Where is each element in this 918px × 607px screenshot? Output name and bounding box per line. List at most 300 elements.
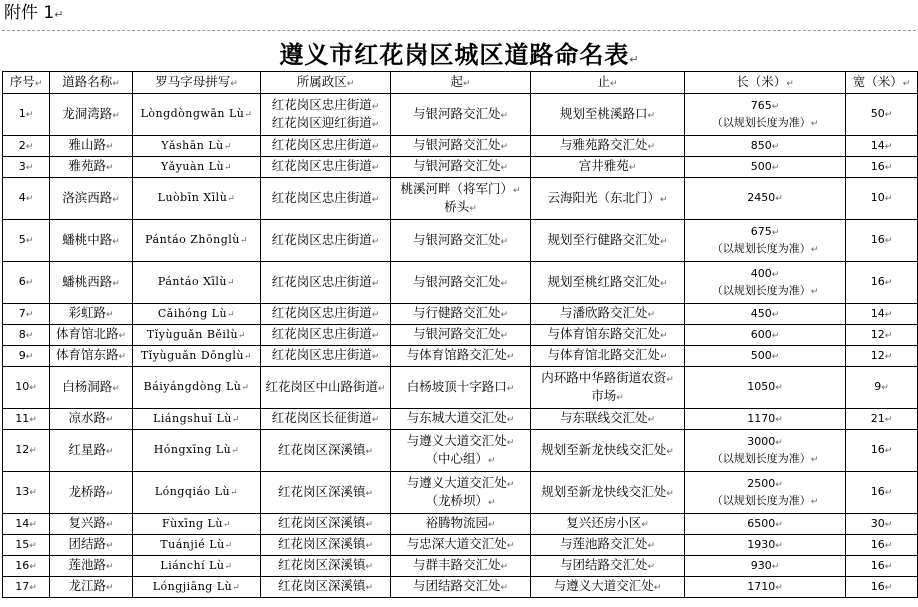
paragraph-mark-icon: ↵ xyxy=(659,278,668,289)
road-start-line: 与银河路交汇处 xyxy=(412,137,501,152)
paragraph-mark-icon: ↵ xyxy=(105,163,114,173)
road-length xyxy=(685,262,846,304)
table-row xyxy=(3,178,918,220)
paragraph-mark-icon: ↵ xyxy=(29,582,37,593)
road-length-line: 675 xyxy=(750,224,772,238)
paragraph-mark-icon: ↵ xyxy=(105,142,114,152)
column-header-pinyin: 罗马字母拼写↵ xyxy=(133,72,261,94)
paragraph-mark-icon: ↵ xyxy=(371,119,380,130)
paragraph-mark-icon: ↵ xyxy=(500,278,509,289)
road-district-line: 红花岗区忠庄街道 xyxy=(271,347,372,362)
road-district-line: 红花岗区深溪镇 xyxy=(277,557,366,572)
road-start-line: 与团结路交汇处 xyxy=(412,578,501,593)
table-row xyxy=(3,430,918,472)
paragraph-mark-icon: ↵ xyxy=(771,351,780,362)
table-header-row xyxy=(3,72,918,94)
road-name: 洛滨西路↵ xyxy=(50,178,133,220)
road-length xyxy=(685,136,846,157)
road-length-line: 3000 xyxy=(747,434,776,448)
road-district xyxy=(261,136,391,157)
paragraph-mark-icon: ↵ xyxy=(365,562,374,572)
paragraph-mark-icon: ↵ xyxy=(105,562,114,572)
road-name: 龙江路↵ xyxy=(50,577,133,598)
road-name: 龙洞湾路↵ xyxy=(50,94,133,136)
road-name: 复兴路↵ xyxy=(50,514,133,535)
road-length xyxy=(685,409,846,430)
road-district xyxy=(261,157,391,178)
road-district-line: 红花岗区忠庄街道 xyxy=(271,137,372,152)
road-length-line: 850 xyxy=(750,138,772,152)
road-end xyxy=(531,577,685,598)
table-row xyxy=(3,220,918,262)
road-start-line: 与银河路交汇处 xyxy=(412,105,501,121)
road-district xyxy=(261,367,391,409)
road-end xyxy=(531,325,685,346)
paragraph-mark-icon: ↵ xyxy=(771,227,780,238)
table-row xyxy=(3,304,918,325)
paragraph-mark-icon: ↵ xyxy=(371,163,380,173)
paragraph-mark-icon: ↵ xyxy=(771,269,780,280)
paragraph-mark-icon: ↵ xyxy=(628,163,637,173)
road-start xyxy=(391,220,531,262)
paragraph-mark-icon: ↵ xyxy=(771,101,780,112)
road-length xyxy=(685,346,846,367)
paragraph-mark-icon: ↵ xyxy=(884,309,893,320)
road-end-line: 与遵义大道交汇处 xyxy=(553,578,654,593)
road-end-line: 与东联线交汇处 xyxy=(559,410,648,425)
paragraph-mark-icon: ↵ xyxy=(365,520,374,530)
table-row xyxy=(3,514,918,535)
road-pinyin: Liánchí Lù↵ xyxy=(133,556,261,577)
road-length-line: 6500 xyxy=(747,516,776,530)
road-pinyin: Luòbīn Xīlù↵ xyxy=(133,178,261,220)
road-district-line: 红花岗区忠庄街道 xyxy=(271,326,372,341)
paragraph-mark-icon: ↵ xyxy=(25,194,34,204)
road-start xyxy=(391,409,531,430)
paragraph-mark-icon: ↵ xyxy=(506,415,515,425)
road-length-line: 400 xyxy=(750,266,772,280)
road-name: 龙桥路↵ xyxy=(50,472,133,514)
road-end xyxy=(531,136,685,157)
paragraph-mark-icon: ↵ xyxy=(500,331,509,341)
road-pinyin: Tǐyùguǎn Běilù↵ xyxy=(133,325,261,346)
paragraph-mark-icon: ↵ xyxy=(112,236,120,247)
paragraph-mark-icon: ↵ xyxy=(884,141,893,152)
road-end-line: 复兴还房小区 xyxy=(566,515,642,530)
road-length xyxy=(685,94,846,136)
road-district xyxy=(261,535,391,556)
row-number: 11↵ xyxy=(3,409,50,430)
paragraph-mark-icon: ↵ xyxy=(377,383,386,394)
paragraph-mark-icon: ↵ xyxy=(771,309,780,320)
road-length-line: 765 xyxy=(750,98,772,112)
paragraph-mark-icon: ↵ xyxy=(25,141,34,152)
paragraph-mark-icon: ↵ xyxy=(506,352,515,362)
paragraph-mark-icon: ↵ xyxy=(775,383,783,393)
road-end xyxy=(531,346,685,367)
paragraph-mark-icon: ↵ xyxy=(105,520,114,530)
road-end-line: 规划至新龙快线交汇处 xyxy=(541,483,667,499)
paragraph-mark-icon: ↵ xyxy=(29,414,37,425)
column-header-end: 止↵ xyxy=(531,72,685,94)
road-district xyxy=(261,346,391,367)
road-end-line: 规划至桃溪路口 xyxy=(559,105,648,121)
road-end xyxy=(531,178,685,220)
road-end-line: 云海阳光（东北门） xyxy=(547,189,660,205)
road-length-line: （以规划长度为准） xyxy=(711,451,811,465)
paragraph-mark-icon: ↵ xyxy=(500,110,509,121)
road-end-line: 宫井雅苑 xyxy=(578,158,629,173)
road-district xyxy=(261,262,391,304)
road-start-line: 与银河路交汇处 xyxy=(412,273,501,289)
row-number: 8↵ xyxy=(3,325,50,346)
road-start xyxy=(391,346,531,367)
table-row xyxy=(3,577,918,598)
road-end-line: 规划至新龙快线交汇处 xyxy=(541,441,667,457)
road-start xyxy=(391,535,531,556)
paragraph-mark-icon: ↵ xyxy=(365,583,374,593)
paragraph-mark-icon: ↵ xyxy=(238,330,247,341)
road-start xyxy=(391,178,531,220)
road-pinyin: Fùxīng Lù↵ xyxy=(133,514,261,535)
road-length-line: （以规划长度为准） xyxy=(711,115,811,129)
road-name: 白杨洞路↵ xyxy=(50,367,133,409)
column-header-width: 宽（米）↵ xyxy=(846,72,918,94)
paragraph-mark-icon: ↵ xyxy=(224,561,233,572)
road-pinyin: Lóngqiáo Lù↵ xyxy=(133,472,261,514)
paragraph-mark-icon: ↵ xyxy=(500,562,509,572)
paragraph-mark-icon: ↵ xyxy=(884,540,893,551)
road-width: 16↵ xyxy=(846,220,918,262)
road-pinyin: Hóngxīng Lù↵ xyxy=(133,430,261,472)
road-end xyxy=(531,220,685,262)
road-name: 体育馆东路↵ xyxy=(50,346,133,367)
paragraph-mark-icon: ↵ xyxy=(223,141,232,152)
paragraph-mark-icon: ↵ xyxy=(771,561,780,572)
paragraph-mark-icon: ↵ xyxy=(884,561,893,572)
road-start xyxy=(391,514,531,535)
paragraph-mark-icon: ↵ xyxy=(244,351,253,362)
paragraph-mark-icon: ↵ xyxy=(25,236,34,246)
road-start xyxy=(391,556,531,577)
paragraph-mark-icon: ↵ xyxy=(371,352,380,362)
paragraph-mark-icon: ↵ xyxy=(244,110,253,120)
road-start-line: 与银河路交汇处 xyxy=(412,158,501,173)
paragraph-mark-icon: ↵ xyxy=(112,194,120,205)
road-width: 30↵ xyxy=(846,514,918,535)
paragraph-mark-icon: ↵ xyxy=(647,541,656,551)
road-pinyin: Báiyángdòng Lù↵ xyxy=(133,367,261,409)
paragraph-mark-icon: ↵ xyxy=(653,583,662,593)
paragraph-mark-icon: ↵ xyxy=(506,437,515,448)
road-end xyxy=(531,556,685,577)
paragraph-mark-icon: ↵ xyxy=(500,583,509,593)
column-header-length: 长（米）↵ xyxy=(685,72,846,94)
road-end-line: 与体育馆东路交汇处 xyxy=(547,326,660,341)
row-number: 7↵ xyxy=(3,304,50,325)
road-length xyxy=(685,577,846,598)
row-number: 17↵ xyxy=(3,577,50,598)
road-start-line: 裕腾物流园 xyxy=(425,515,488,530)
road-length-line: 930 xyxy=(750,558,772,572)
row-number: 5↵ xyxy=(3,220,50,262)
paragraph-mark-icon: ↵ xyxy=(629,53,639,66)
paragraph-mark-icon: ↵ xyxy=(29,488,37,498)
road-start-line: 与遵义大道交汇处 xyxy=(406,474,507,490)
road-start-line: 与东城大道交汇处 xyxy=(406,410,507,425)
paragraph-mark-icon: ↵ xyxy=(810,454,819,465)
road-end xyxy=(531,304,685,325)
road-end xyxy=(531,409,685,430)
paragraph-mark-icon: ↵ xyxy=(25,330,34,341)
road-name: 蟠桃中路↵ xyxy=(50,220,133,262)
table-row xyxy=(3,262,918,304)
row-number: 3↵ xyxy=(3,157,50,178)
row-number: 2↵ xyxy=(3,136,50,157)
road-start-line: （龙桥坝） xyxy=(425,492,488,508)
paragraph-mark-icon: ↵ xyxy=(29,519,37,530)
road-pinyin: Cǎihóng Lù↵ xyxy=(133,304,261,325)
road-width: 16↵ xyxy=(846,535,918,556)
road-district-line: 红花岗区长征街道 xyxy=(271,410,372,425)
road-start-line: 与遵义大道交汇处 xyxy=(406,432,507,448)
road-name: 蟠桃西路↵ xyxy=(50,262,133,304)
road-end-line: 市场 xyxy=(591,387,617,403)
table-row xyxy=(3,472,918,514)
paragraph-mark-icon: ↵ xyxy=(512,185,521,196)
paragraph-mark-icon: ↵ xyxy=(29,540,37,551)
road-width: 16↵ xyxy=(846,430,918,472)
paragraph-mark-icon: ↵ xyxy=(365,446,374,457)
document-title: 遵义市红花岗区城区道路命名表 xyxy=(279,40,630,69)
road-start xyxy=(391,157,531,178)
paragraph-mark-icon: ↵ xyxy=(222,519,231,530)
paragraph-mark-icon: ↵ xyxy=(371,278,380,289)
road-start xyxy=(391,367,531,409)
road-pinyin: Liángshuǐ Lù↵ xyxy=(133,409,261,430)
paragraph-mark-icon: ↵ xyxy=(365,488,374,499)
paragraph-mark-icon: ↵ xyxy=(105,541,114,551)
road-width: 50↵ xyxy=(846,94,918,136)
paragraph-mark-icon: ↵ xyxy=(775,540,783,551)
paragraph-mark-icon: ↵ xyxy=(29,561,37,572)
road-end-line: 规划至桃红路交汇处 xyxy=(547,273,660,289)
road-start xyxy=(391,577,531,598)
road-width: 16↵ xyxy=(846,472,918,514)
road-length-line: 600 xyxy=(750,327,772,341)
road-end-line: 与雅苑路交汇处 xyxy=(559,137,648,152)
paragraph-mark-icon: ↵ xyxy=(884,519,893,530)
road-pinyin: Tǐyùguǎn Dōnglù↵ xyxy=(133,346,261,367)
road-length xyxy=(685,472,846,514)
road-width: 12↵ xyxy=(846,346,918,367)
road-pinyin: Tuánjié Lù↵ xyxy=(133,535,261,556)
road-name: 体育馆北路↵ xyxy=(50,325,133,346)
paragraph-mark-icon: ↵ xyxy=(810,496,819,507)
paragraph-mark-icon: ↵ xyxy=(241,383,250,393)
road-length-line: 1930 xyxy=(747,537,776,551)
road-name: 彩虹路↵ xyxy=(50,304,133,325)
paragraph-mark-icon: ↵ xyxy=(105,583,114,593)
road-length-line: 500 xyxy=(750,348,772,362)
road-pinyin: Yǎyuàn Lù↵ xyxy=(133,157,261,178)
paragraph-mark-icon: ↵ xyxy=(659,331,668,341)
road-start xyxy=(391,325,531,346)
road-end xyxy=(531,367,685,409)
paragraph-mark-icon: ↵ xyxy=(647,310,656,320)
row-number: 14↵ xyxy=(3,514,50,535)
paragraph-mark-icon: ↵ xyxy=(884,110,893,120)
paragraph-mark-icon: ↵ xyxy=(775,194,783,204)
road-width: 14↵ xyxy=(846,136,918,157)
road-start xyxy=(391,136,531,157)
road-district xyxy=(261,325,391,346)
road-district xyxy=(261,556,391,577)
paragraph-mark-icon: ↵ xyxy=(884,194,893,204)
row-number: 12↵ xyxy=(3,430,50,472)
road-length-line: （以规划长度为准） xyxy=(711,283,811,297)
road-length-line: （以规划长度为准） xyxy=(711,241,811,255)
paragraph-mark-icon: ↵ xyxy=(884,236,893,246)
paragraph-mark-icon: ↵ xyxy=(884,278,893,288)
paragraph-mark-icon: ↵ xyxy=(25,309,34,320)
road-end xyxy=(531,430,685,472)
road-length xyxy=(685,220,846,262)
road-width: 16↵ xyxy=(846,157,918,178)
road-start-line: 与银河路交汇处 xyxy=(412,231,501,247)
road-length-line: 2500 xyxy=(747,476,776,490)
road-district-line: 红花岗区忠庄街道 xyxy=(271,231,372,247)
paragraph-mark-icon: ↵ xyxy=(231,414,240,425)
road-start-line: 桃溪河畔（将军门） xyxy=(400,180,513,196)
paragraph-mark-icon: ↵ xyxy=(500,142,509,152)
road-width: 21↵ xyxy=(846,409,918,430)
row-number: 1↵ xyxy=(3,94,50,136)
paragraph-mark-icon: ↵ xyxy=(227,309,236,320)
row-number: 15↵ xyxy=(3,535,50,556)
paragraph-mark-icon: ↵ xyxy=(775,582,783,593)
paragraph-mark-icon: ↵ xyxy=(884,351,893,362)
road-district-line: 红花岗区深溪镇 xyxy=(277,578,366,593)
row-number: 16↵ xyxy=(3,556,50,577)
paragraph-mark-icon: ↵ xyxy=(616,392,624,403)
road-naming-table xyxy=(2,71,918,598)
paragraph-mark-icon: ↵ xyxy=(500,163,509,173)
title-area xyxy=(2,30,916,72)
paragraph-mark-icon: ↵ xyxy=(884,488,893,498)
road-end xyxy=(531,262,685,304)
road-pinyin: Yǎshān Lù↵ xyxy=(133,136,261,157)
road-length-line: 1710 xyxy=(747,579,776,593)
attachment-label-text: 附件 1 xyxy=(4,3,55,23)
paragraph-mark-icon: ↵ xyxy=(29,446,37,456)
paragraph-mark-icon: ↵ xyxy=(884,162,893,173)
road-district-line: 红花岗区忠庄街道 xyxy=(271,273,372,289)
paragraph-mark-icon: ↵ xyxy=(666,488,674,499)
road-length xyxy=(685,367,846,409)
road-district xyxy=(261,178,391,220)
road-length xyxy=(685,514,846,535)
road-district xyxy=(261,220,391,262)
road-district-line: 红花岗区忠庄街道 xyxy=(271,158,372,173)
road-district-line: 红花岗区深溪镇 xyxy=(277,536,366,551)
paragraph-mark-icon: ↵ xyxy=(105,415,114,425)
road-length xyxy=(685,430,846,472)
paragraph-mark-icon: ↵ xyxy=(659,352,668,362)
paragraph-mark-icon: ↵ xyxy=(365,541,374,551)
paragraph-mark-icon: ↵ xyxy=(239,236,248,246)
paragraph-mark-icon: ↵ xyxy=(884,330,893,341)
paragraph-mark-icon: ↵ xyxy=(884,446,893,456)
road-start xyxy=(391,304,531,325)
road-start-line: 与群丰路交汇处 xyxy=(412,557,501,572)
road-width: 10↵ xyxy=(846,178,918,220)
road-start-line: 与行健路交汇处 xyxy=(412,305,501,320)
paragraph-mark-icon: ↵ xyxy=(771,330,780,341)
attachment-label xyxy=(4,2,63,26)
paragraph-mark-icon: ↵ xyxy=(25,110,34,120)
paragraph-mark-icon: ↵ xyxy=(647,110,656,121)
road-end-line: 与体育馆北路交汇处 xyxy=(547,347,660,362)
road-name: 雅苑路↵ xyxy=(50,157,133,178)
paragraph-mark-icon: ↵ xyxy=(112,383,120,394)
paragraph-mark-icon: ↵ xyxy=(487,520,496,530)
road-district xyxy=(261,472,391,514)
road-width: 16↵ xyxy=(846,556,918,577)
paragraph-mark-icon: ↵ xyxy=(775,519,783,530)
road-length-line: 1050 xyxy=(747,380,776,393)
road-length xyxy=(685,178,846,220)
paragraph-mark-icon: ↵ xyxy=(105,488,114,499)
paragraph-mark-icon: ↵ xyxy=(371,236,380,247)
paragraph-mark-icon: ↵ xyxy=(118,331,127,341)
road-pinyin: Lóngjiāng Lù↵ xyxy=(133,577,261,598)
road-width: 16↵ xyxy=(846,262,918,304)
paragraph-mark-icon: ↵ xyxy=(775,414,783,425)
table-row xyxy=(3,535,918,556)
paragraph-mark-icon: ↵ xyxy=(666,374,674,385)
paragraph-mark-icon: ↵ xyxy=(105,310,114,320)
paragraph-mark-icon: ↵ xyxy=(500,236,509,247)
paragraph-mark-icon: ↵ xyxy=(500,310,509,320)
paragraph-mark-icon: ↵ xyxy=(506,479,515,490)
paragraph-mark-icon: ↵ xyxy=(227,194,236,204)
road-end xyxy=(531,157,685,178)
road-end xyxy=(531,94,685,136)
road-district-line: 红花岗区深溪镇 xyxy=(277,441,366,457)
paragraph-mark-icon: ↵ xyxy=(647,415,656,425)
paragraph-mark-icon: ↵ xyxy=(25,162,34,173)
road-end-line: 规划至行健路交汇处 xyxy=(547,231,660,247)
paragraph-mark-icon: ↵ xyxy=(506,383,515,394)
road-district xyxy=(261,94,391,136)
paragraph-mark-icon: ↵ xyxy=(884,414,893,425)
road-width: 12↵ xyxy=(846,325,918,346)
road-district xyxy=(261,304,391,325)
road-name: 凉水路↵ xyxy=(50,409,133,430)
road-name: 红星路↵ xyxy=(50,430,133,472)
road-district-line: 红花岗区中山路街道 xyxy=(265,378,378,394)
road-district-line: 红花岗区深溪镇 xyxy=(277,515,366,530)
paragraph-mark-icon: ↵ xyxy=(25,351,34,362)
road-start-line: 白杨坡顶十字路口 xyxy=(406,378,507,394)
road-district xyxy=(261,577,391,598)
row-number: 9↵ xyxy=(3,346,50,367)
road-name: 雅山路↵ xyxy=(50,136,133,157)
table-body xyxy=(3,94,918,598)
paragraph-mark-icon: ↵ xyxy=(810,118,819,129)
paragraph-mark-icon: ↵ xyxy=(224,540,233,551)
